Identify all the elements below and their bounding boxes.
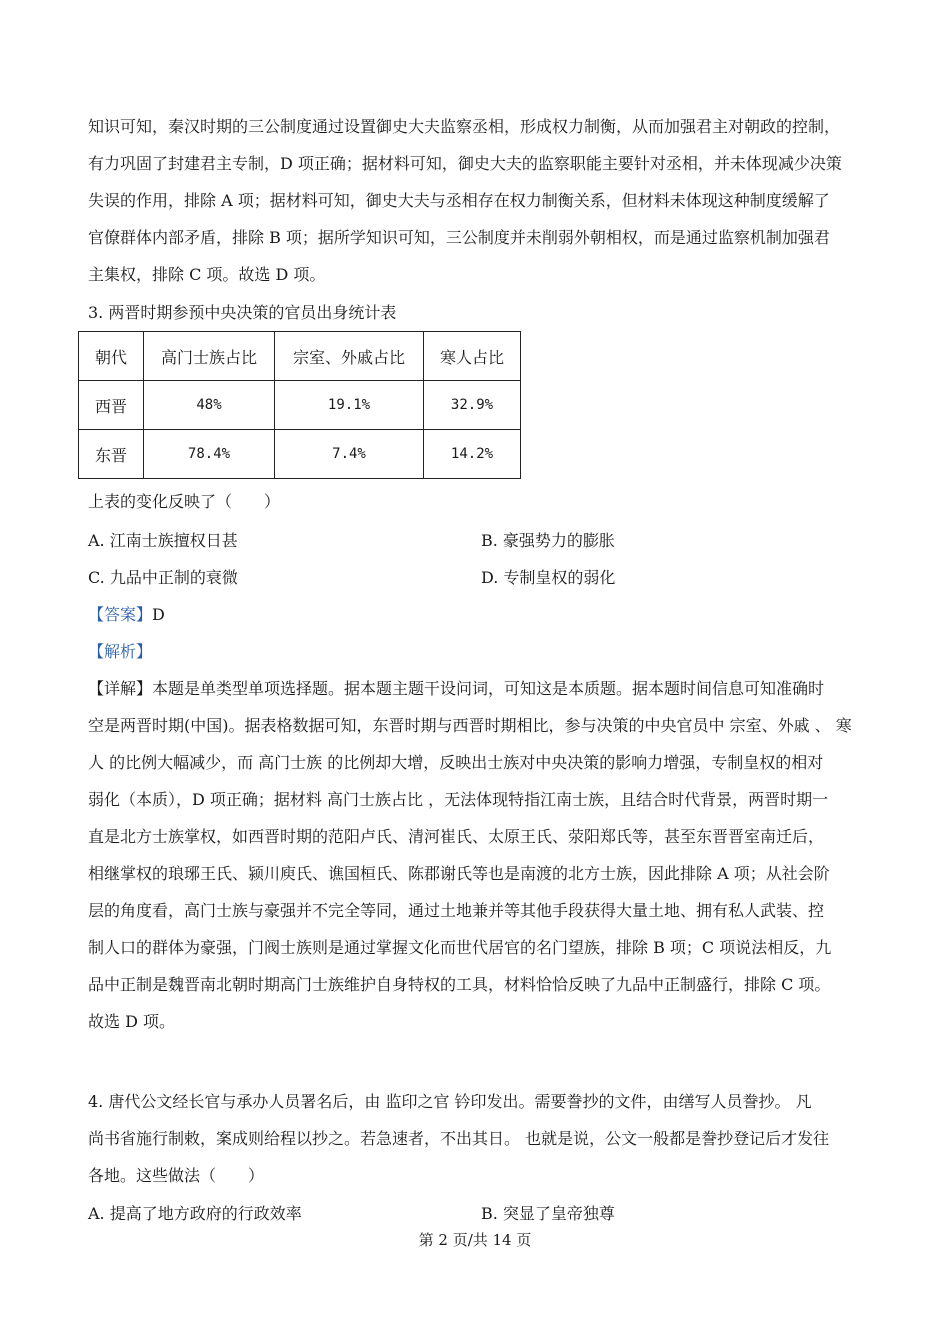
table-cell: 19.1% bbox=[275, 381, 424, 430]
table-cell: 西晋 bbox=[79, 381, 144, 430]
detail-line: 故选 D 项。 bbox=[88, 1012, 176, 1031]
officials-origin-table bbox=[78, 331, 521, 479]
detail-line: 层的角度看，高门士族与豪强并不完全等同，通过土地兼并等其他手段获得大量土地、拥有私人武装、控 bbox=[88, 901, 825, 920]
option-b: B. 突显了皇帝独尊 bbox=[481, 1204, 615, 1223]
table-header-cell: 宗室、外戚占比 bbox=[275, 332, 424, 381]
answer-label: 【答案】 bbox=[88, 605, 153, 624]
table-cell: 东晋 bbox=[79, 430, 144, 479]
answer-value: D bbox=[152, 605, 165, 624]
option-a: A. 江南士族擅权日甚 bbox=[88, 531, 238, 550]
table-header-cell: 朝代 bbox=[79, 332, 144, 381]
prev-analysis-line: 官僚群体内部矛盾，排除 B 项；据所学知识可知，三公制度并未削弱外朝相权，而是通过监察机制加强君 bbox=[88, 228, 830, 247]
table-header-row bbox=[79, 332, 521, 381]
prev-analysis-line: 知识可知，秦汉时期的三公制度通过设置御史大夫监察丞相，形成权力制衡，从而加强君主对朝政的控制， bbox=[88, 117, 841, 136]
table-header-cell: 高门士族占比 bbox=[144, 332, 275, 381]
option-c: C. 九品中正制的衰微 bbox=[88, 568, 238, 587]
page-footer: 第 2 页/共 14 页 bbox=[418, 1231, 532, 1249]
table-row bbox=[79, 430, 521, 479]
question-4-line: 4. 唐代公文经长官与承办人员署名后，由 监印之官 钤印发出。需要誊抄的文件，由缮写人员誊抄。 凡 bbox=[88, 1092, 812, 1111]
question-4-line: 各地。这些做法（ ） bbox=[88, 1166, 265, 1185]
table-cell: 32.9% bbox=[424, 381, 521, 430]
answer-line bbox=[88, 604, 165, 626]
table-cell: 78.4% bbox=[144, 430, 275, 479]
prev-analysis-line: 有力巩固了封建君主专制，D 项正确；据材料可知，御史大夫的监察职能主要针对丞相，并未体现减少决策 bbox=[88, 154, 842, 173]
table-cell: 14.2% bbox=[424, 430, 521, 479]
prev-analysis-line: 失误的作用，排除 A 项；据材料可知，御史大夫与丞相存在权力制衡关系，但材料未体现这种制度缓解了 bbox=[88, 191, 830, 210]
prev-analysis-line: 主集权，排除 C 项。故选 D 项。 bbox=[88, 265, 326, 284]
question-4-line: 尚书省施行制敕，案成则给程以抄之。若急速者，不出其日。 也就是说，公文一般都是誊抄登记后才发往 bbox=[88, 1129, 830, 1148]
detail-line: 相继掌权的琅琊王氏、颍川庾氏、谯国桓氏、陈郡谢氏等也是南渡的北方士族，因此排除 A 项；从社会阶 bbox=[88, 864, 830, 883]
detail-line: 人 的比例大幅减少，而 高门士族 的比例却大增，反映出士族对中央决策的影响力增强，专制皇权的相对 bbox=[88, 753, 824, 772]
detail-line: 直是北方士族掌权，如西晋时期的范阳卢氏、清河崔氏、太原王氏、荥阳郑氏等，甚至东晋晋室南迁后， bbox=[88, 827, 825, 846]
detail-line: 弱化（本质），D 项正确；据材料 高门士族占比 ，无法体现特指江南士族，且结合时代背景，两晋时期一 bbox=[88, 790, 829, 809]
analysis-label: 【解析】 bbox=[88, 642, 153, 661]
detail-line: 制人口的群体为豪强，门阀士族则是通过掌握文化而世代居官的名门望族，排除 B 项；C 项说法相反，九 bbox=[88, 938, 832, 957]
question-3-title: 3. 两晋时期参预中央决策的官员出身统计表 bbox=[88, 303, 397, 322]
option-b: B. 豪强势力的膨胀 bbox=[481, 531, 615, 550]
detail-line: 【详解】本题是单类型单项选择题。据本题主题干设问词，可知这是本质题。据本题时间信息可知准确时 bbox=[88, 679, 825, 698]
option-d: D. 专制皇权的弱化 bbox=[481, 568, 616, 587]
table-cell: 48% bbox=[144, 381, 275, 430]
table-cell: 7.4% bbox=[275, 430, 424, 479]
table-row bbox=[79, 381, 521, 430]
option-a: A. 提高了地方政府的行政效率 bbox=[88, 1204, 302, 1223]
table-header-cell: 寒人占比 bbox=[424, 332, 521, 381]
question-3-stem: 上表的变化反映了（ ） bbox=[88, 492, 281, 511]
detail-line: 品中正制是魏晋南北朝时期高门士族维护自身特权的工具，材料恰恰反映了九品中正制盛行，排除 C 项。 bbox=[88, 975, 831, 994]
detail-line: 空是两晋时期(中国)。据表格数据可知，东晋时期与西晋时期相比，参与决策的中央官员中 宗室、外戚 、 寒 bbox=[88, 716, 852, 735]
